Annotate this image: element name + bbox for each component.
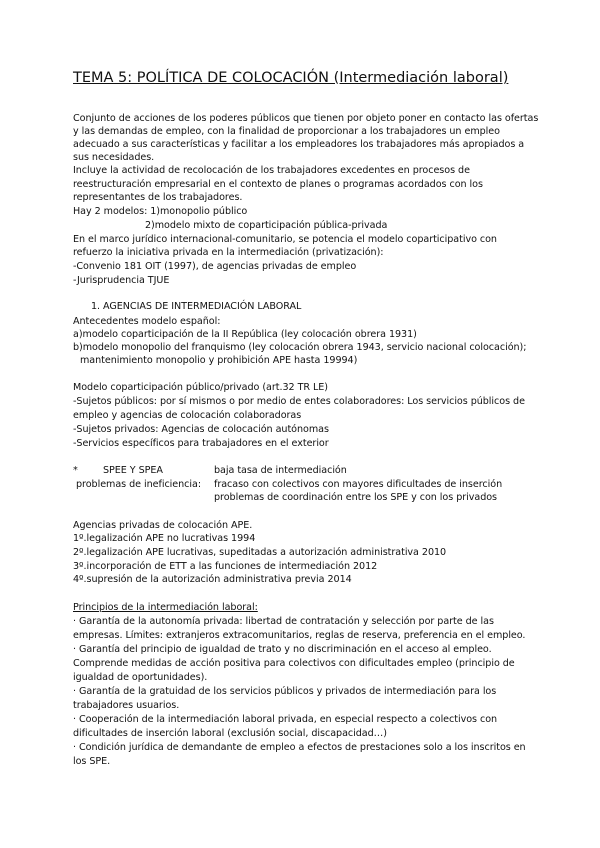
text-line: b)modelo monopolio del franquismo (ley colocación obrera 1943, servicio nacional colocación); (73, 342, 527, 353)
text-line: · Cooperación de la intermediación laboral privada, en especial respecto a colectivos con (73, 714, 498, 725)
text-line: 1. AGENCIAS DE INTERMEDIACIÓN LABORAL (91, 301, 302, 312)
text-line: -Jurisprudencia TJUE (73, 275, 170, 286)
text-line: problemas de coordinación entre los SPE y con los privados (214, 492, 498, 503)
text-line: problemas de ineficiencia: (76, 479, 202, 490)
text-line: empresas. Límites: extranjeros extracomunitarios, reglas de reserva, preferencia en el empleo. (73, 630, 526, 641)
text-line: baja tasa de intermediación (214, 465, 347, 476)
text-line: adecuado a sus características y facilitar a los empleadores los trabajadores más apropiados a (73, 139, 525, 150)
text-line: reestructuración empresarial en el contexto de planes o programas acordados con los (73, 179, 483, 190)
text-line: mantenimiento monopolio y prohibición APE hasta 19994) (80, 355, 358, 366)
text-line: Hay 2 modelos: 1)monopolio público (73, 206, 248, 217)
text-line: 1º.legalización APE no lucrativas 1994 (73, 533, 256, 544)
text-line: los SPE. (73, 756, 111, 767)
text-line: y las demandas de empleo, con la finalidad de proporcionar a los trabajadores un empleo (73, 126, 500, 137)
text-line: Conjunto de acciones de los poderes públicos que tienen por objeto poner en contacto las ofertas (73, 113, 539, 124)
text-line: 4º.supresión de la autorización administrativa previa 2014 (73, 574, 352, 585)
text-line: sus necesidades. (73, 152, 155, 163)
text-line: SPEE Y SPEA (103, 465, 163, 476)
text-line: -Convenio 181 OIT (1997), de agencias privadas de empleo (73, 261, 357, 272)
text-line: Principios de la intermediación laboral: (73, 602, 258, 613)
document-title: TEMA 5: POLÍTICA DE COLOCACIÓN (Intermediación laboral) (73, 70, 509, 86)
text-line: fracaso con colectivos con mayores dificultades de inserción (214, 479, 503, 490)
text-line: 3º.incorporación de ETT a las funciones de intermediación 2012 (73, 561, 378, 572)
text-line: Incluye la actividad de recolocación de los trabajadores excedentes en procesos de (73, 165, 470, 176)
text-line: * (73, 465, 78, 476)
text-line: igualdad de oportunidades). (73, 672, 208, 683)
text-line: · Garantía de la gratuidad de los servicios públicos y privados de intermediación para los (73, 686, 497, 697)
text-line: -Sujetos públicos: por sí mismos o por medio de entes colaboradores: Los servicios públicos de (73, 396, 525, 407)
text-line: 2)modelo mixto de coparticipación pública-privada (145, 220, 388, 231)
text-line: empleo y agencias de colocación colaboradoras (73, 410, 302, 421)
text-line: Antecedentes modelo español: (73, 316, 221, 327)
text-line: · Garantía del principio de igualdad de trato y no discriminación en el acceso al empleo. (73, 644, 492, 655)
text-line: representantes de los trabajadores. (73, 192, 243, 203)
text-line: dificultades de inserción laboral (exclusión social, discapacidad…) (73, 728, 387, 739)
text-line: · Garantía de la autonomía privada: libertad de contratación y selección por parte de las (73, 616, 494, 627)
text-line: -Servicios específicos para trabajadores en el exterior (73, 438, 329, 449)
text-line: a)modelo coparticipación de la II República (ley colocación obrera 1931) (73, 329, 417, 340)
text-line: En el marco jurídico internacional-comunitario, se potencia el modelo coparticipativo con (73, 234, 497, 245)
text-line: Agencias privadas de colocación APE. (73, 520, 253, 531)
text-line: trabajadores usuarios. (73, 700, 180, 711)
text-line: Modelo coparticipación público/privado (art.32 TR LE) (73, 382, 328, 393)
text-line: Comprende medidas de acción positiva para colectivos con dificultades empleo (principio de (73, 658, 515, 669)
text-line: refuerzo la iniciativa privada en la intermediación (privatización): (73, 247, 384, 258)
text-line: 2º.legalización APE lucrativas, supeditadas a autorización administrativa 2010 (73, 547, 447, 558)
text-line: · Condición jurídica de demandante de empleo a efectos de prestaciones solo a los inscritos en (73, 742, 526, 753)
text-line: -Sujetos privados: Agencias de colocación autónomas (73, 424, 329, 435)
